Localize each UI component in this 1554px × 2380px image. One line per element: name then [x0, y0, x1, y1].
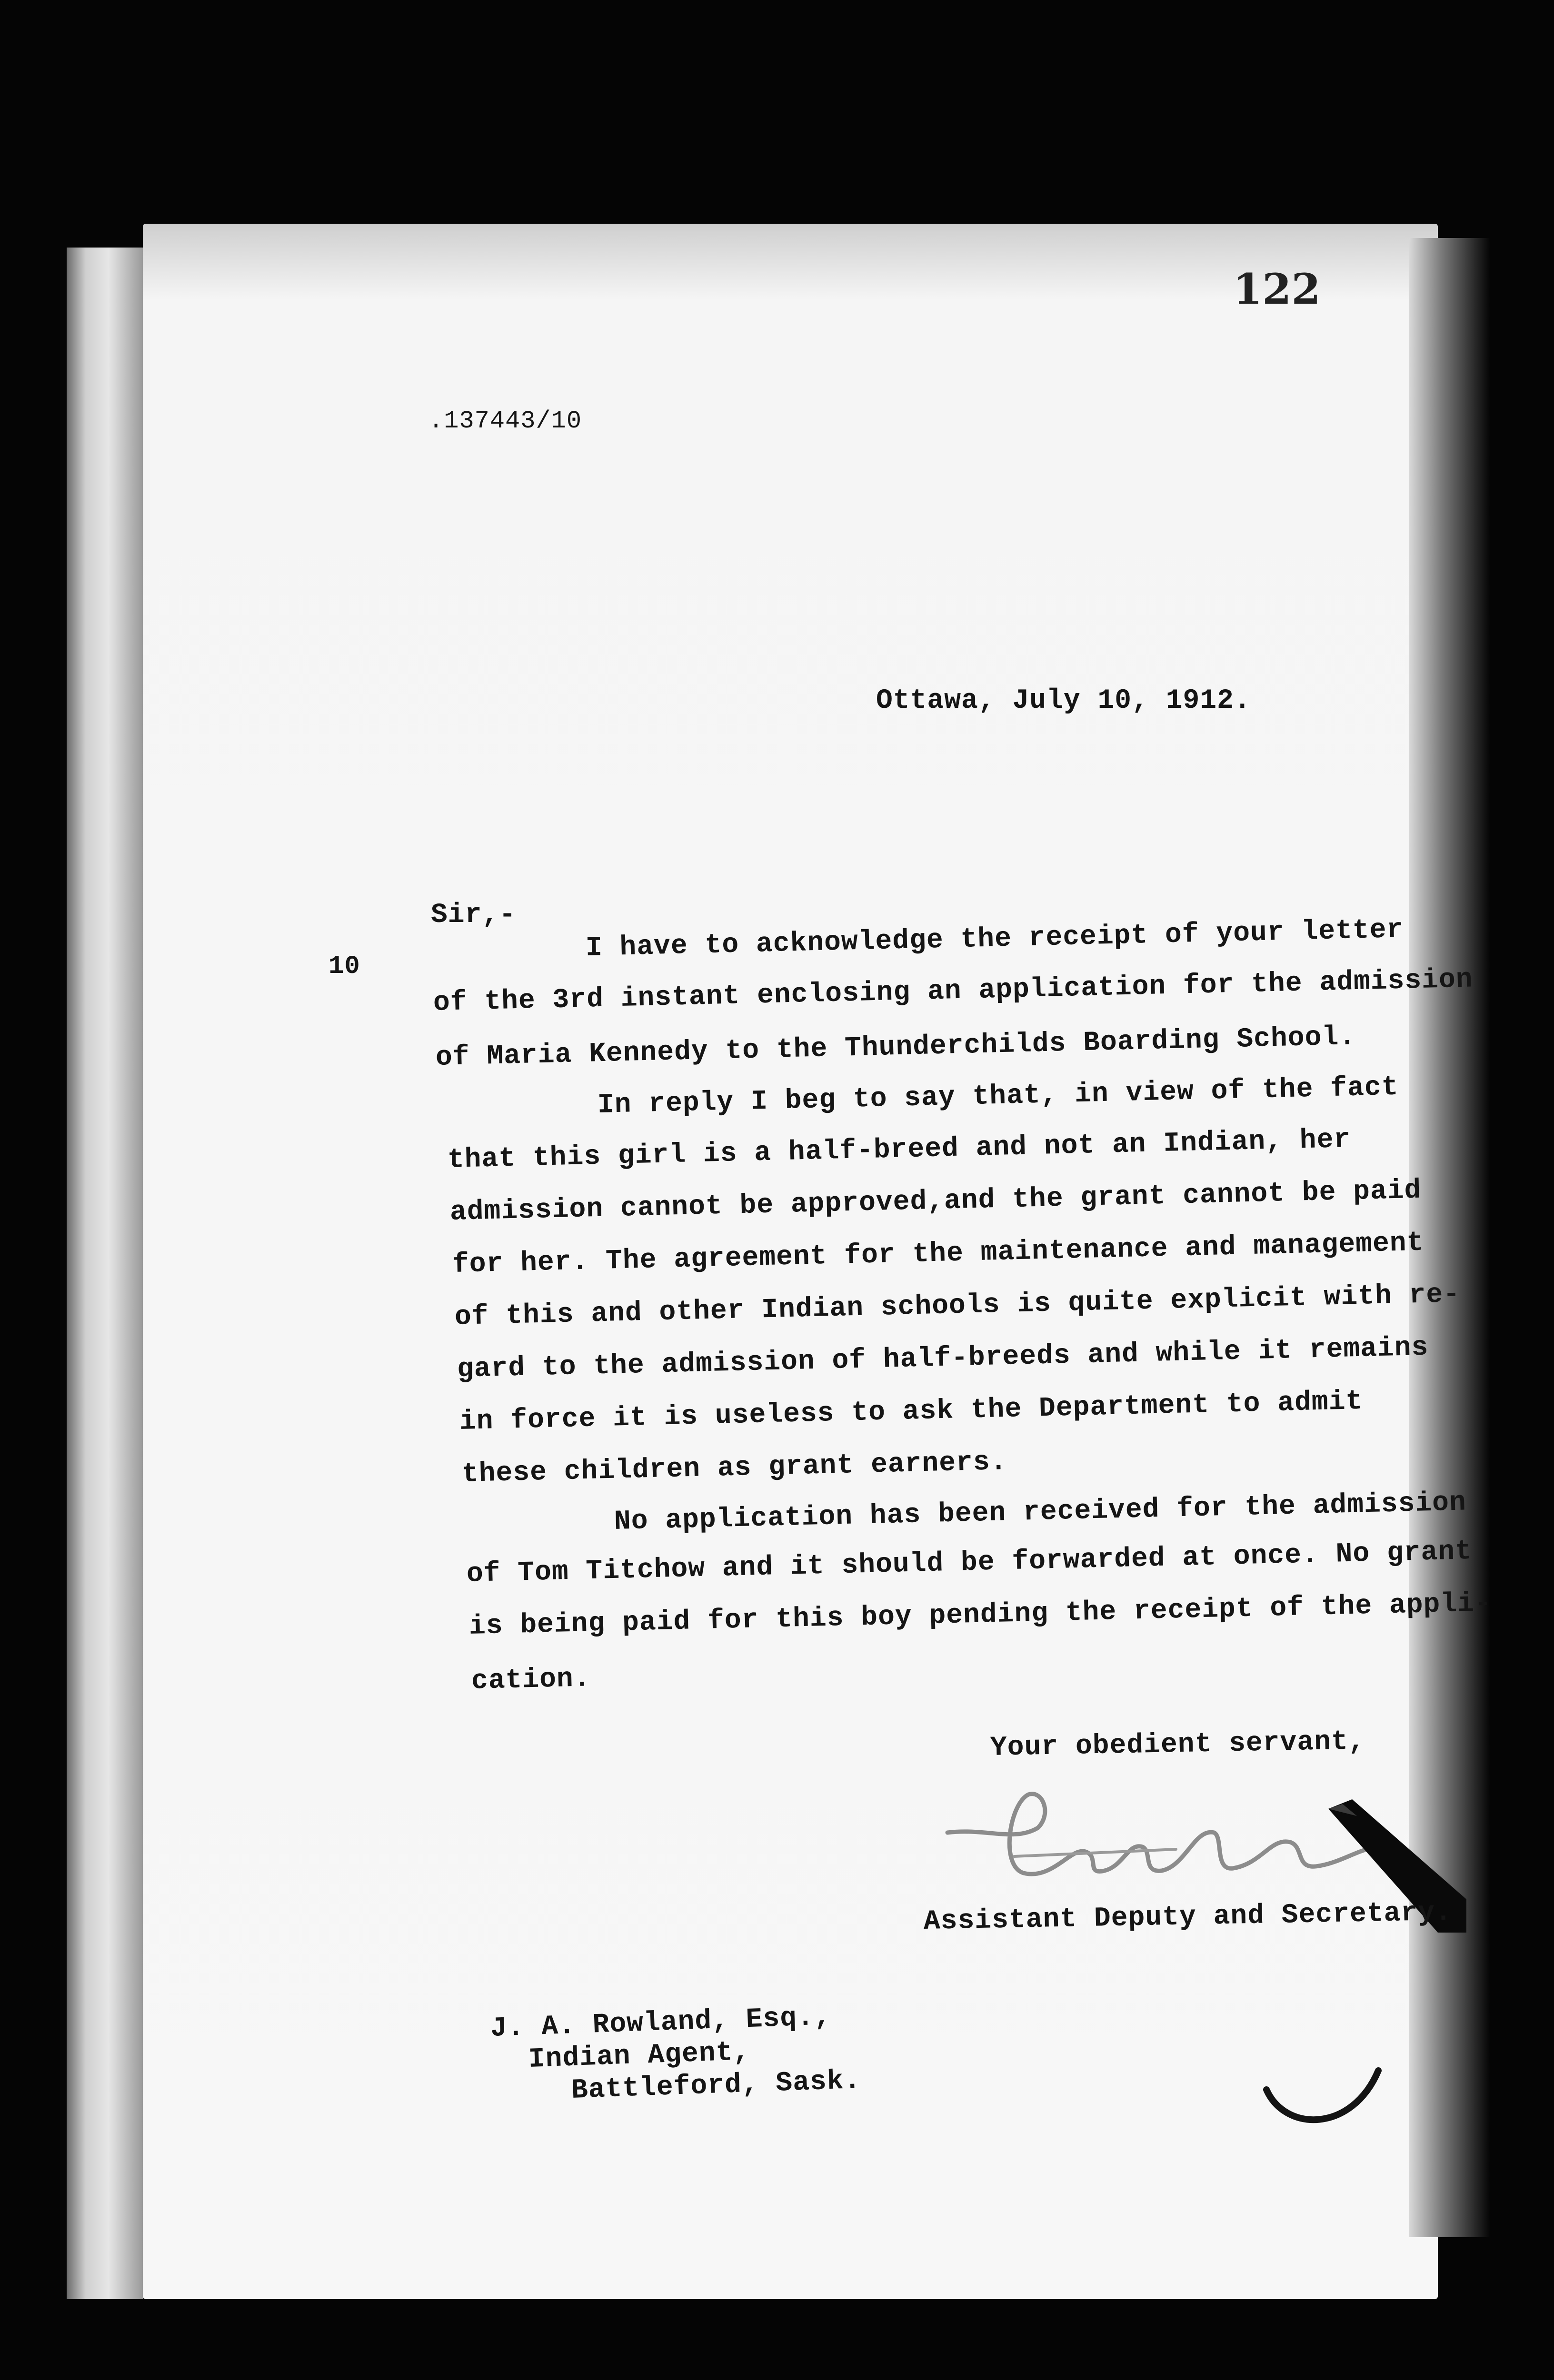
- body-line: for her. The agreement for the maintenance and management: [452, 1227, 1424, 1280]
- closing: Your obedient servant,: [990, 1726, 1366, 1764]
- body-line: admission cannot be approved,and the grant cannot be paid: [449, 1175, 1422, 1228]
- body-line: of this and other Indian schools is quite explicit with re-: [454, 1279, 1461, 1333]
- date-line: Ottawa, July 10, 1912.: [876, 685, 1251, 716]
- pencil-check-mark: [1257, 2061, 1390, 2156]
- body-line: No application has been received for the admission: [614, 1487, 1467, 1537]
- body-line: of Maria Kennedy to the Thunderchilds Boarding School.: [435, 1021, 1356, 1073]
- body-line: these children as grant earners.: [461, 1447, 1008, 1490]
- body-line: is being paid for this boy pending the receipt of the appli-: [468, 1588, 1492, 1642]
- body-line: in force it is useless to ask the Department to admit: [459, 1386, 1363, 1438]
- body-line: of Tom Titchow and it should be forwarded at once. No grant: [466, 1536, 1473, 1590]
- addressee-line: J. A. Rowland, Esq.,: [489, 2002, 832, 2044]
- file-number: .137443/10: [428, 407, 582, 435]
- signer-title: Assistant Deputy and Secretary.: [923, 1897, 1453, 1937]
- addressee-line: Battleford, Sask.: [570, 2065, 862, 2106]
- body-line: that this girl is a half-breed and not an Indian, her: [447, 1124, 1351, 1176]
- addressee-line: Indian Agent,: [528, 2036, 751, 2075]
- body-line: cation.: [471, 1663, 591, 1697]
- page-number: 122: [1233, 264, 1321, 314]
- salutation: Sir,-: [431, 900, 517, 931]
- margin-number: 10: [329, 952, 360, 981]
- body-line: I have to acknowledge the receipt of your letter: [585, 914, 1404, 964]
- book-binding-edge: [67, 248, 146, 2299]
- body-line: of the 3rd instant enclosing an application for the admission: [433, 964, 1474, 1019]
- body-line: In reply I beg to say that, in view of the fact: [597, 1071, 1399, 1121]
- body-line: gard to the admission of half-breeds and while it remains: [457, 1332, 1429, 1385]
